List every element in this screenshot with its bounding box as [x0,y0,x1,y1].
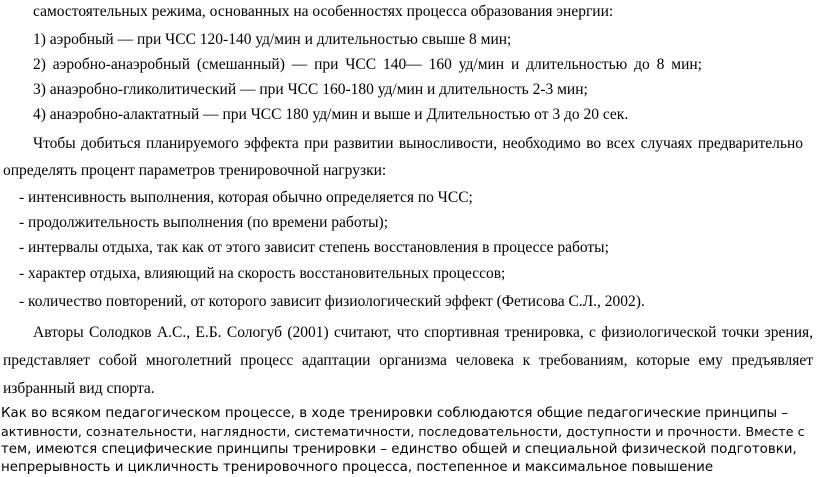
principles-paragraph-line-3: тем, имеются специфические принципы тренировки – единство общей и специальной физической подготовки, [1,442,797,457]
mode-item-1: 1) аэробный — при ЧСС 120-140 уд/мин и длительностью свыше 8 мин; [33,31,512,48]
intro-tail-line: самостоятельных режима, основанных на особенностях процесса образования энергии: [33,3,614,20]
param-item-3: - интервалы отдыха, так как от этого зависит степень восстановления в процессе работы; [19,239,609,256]
mode-item-3: 3) анаэробно-гликолитический — при ЧСС 160-180 уд/мин и длительность 2-3 мин; [33,81,588,98]
goal-paragraph-line-1: Чтобы добиться планируемого эффекта при развитии выносливости, необходимо во всех случаях предварительно [33,135,803,152]
authors-paragraph-line-1: Авторы Солодков А.С., Е.Б. Сологуб (2001) считают, что спортивная тренировка, с физиологической точки зрения, [33,324,813,341]
principles-paragraph-line-1: Как во всяком педагогическом процессе, в ходе тренировки соблюдаются общие педагогические принципы – [1,406,788,421]
param-item-5: - количество повторений, от которого зависит физиологический эффект (Фетисова С.Л., 2002). [19,293,645,310]
goal-paragraph-line-2: определять процент параметров тренировочной нагрузки: [3,162,387,179]
principles-paragraph-line-2: активности, сознательности, наглядности, систематичности, последовательности, доступности и прочности. Вместе с [1,424,805,439]
mode-item-2: 2) аэробно-анаэробный (смешанный) — при ЧСС 140— 160 уд/мин и длительностью до 8 мин; [33,56,702,73]
param-item-2: - продолжительность выполнения (по времени работы); [19,214,389,231]
param-item-1: - интенсивность выполнения, которая обычно определяется по ЧСС; [19,189,473,206]
authors-paragraph-line-3: избранный вид спорта. [3,380,155,397]
param-item-4: - характер отдыха, влияющий на скорость восстановительных процессов; [19,265,506,282]
mode-item-4: 4) анаэробно-алактатный — при ЧСС 180 уд/мин и выше и Длительностью от 3 до 20 сек. [33,106,629,123]
authors-paragraph-line-2: представляет собой многолетний процесс адаптации организма человека к требованиям, которые ему предъявляет [3,352,813,369]
principles-paragraph-line-4: непрерывность и цикличность тренировочного процесса, постепенное и максимальное повышение [1,460,714,475]
